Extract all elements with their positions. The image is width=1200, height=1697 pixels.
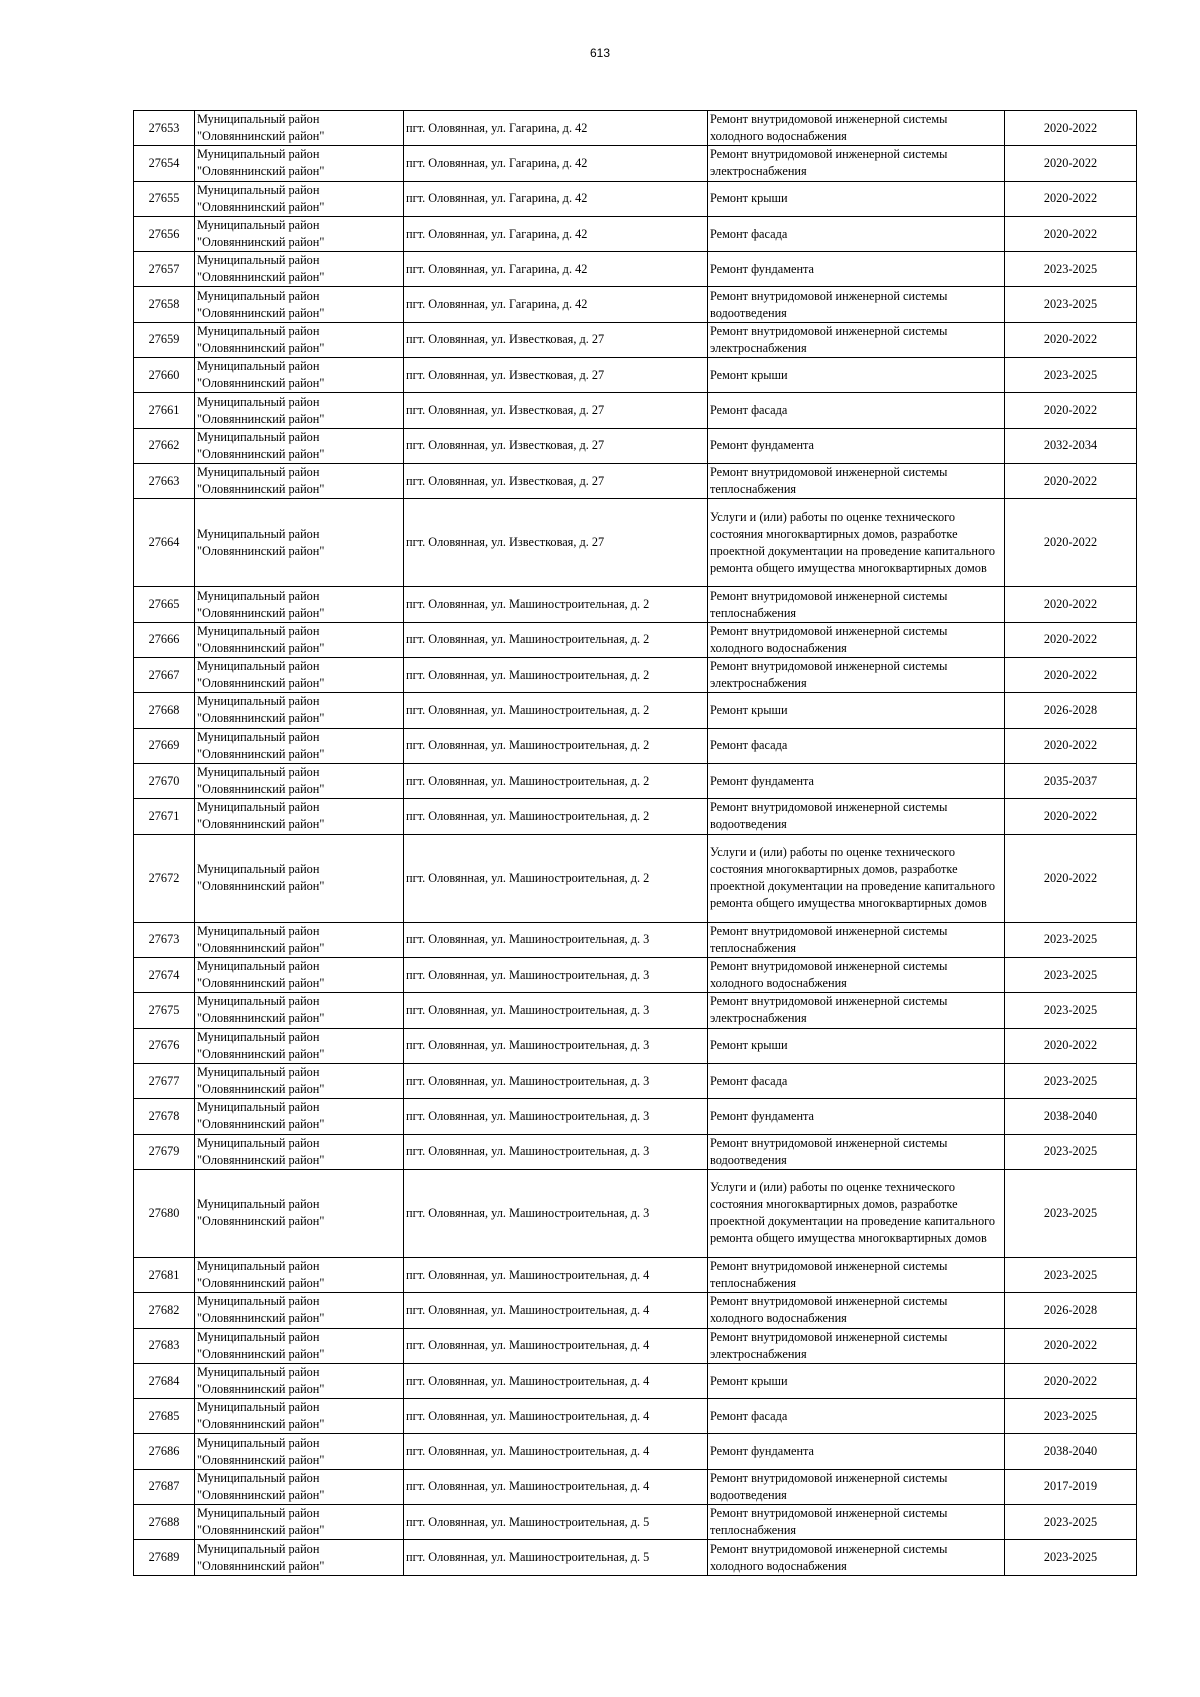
cell-work-type: Ремонт внутридомовой инженерной системы теплоснабжения	[708, 587, 1005, 622]
table-row	[134, 1540, 1137, 1575]
table-row	[134, 428, 1137, 463]
cell-period: 2038-2040	[1005, 1434, 1137, 1469]
cell-period: 2020-2022	[1005, 1328, 1137, 1363]
cell-period: 2020-2022	[1005, 587, 1137, 622]
cell-period: 2026-2028	[1005, 693, 1137, 728]
cell-id: 27675	[134, 993, 195, 1028]
table-row	[134, 1134, 1137, 1169]
cell-id: 27677	[134, 1063, 195, 1098]
cell-work-type: Ремонт фасада	[708, 728, 1005, 763]
cell-id: 27663	[134, 463, 195, 498]
cell-address: пгт. Оловянная, ул. Гагарина, д. 42	[404, 146, 708, 181]
cell-municipality: Муниципальный район "Оловяннинский район"	[195, 763, 404, 798]
cell-id: 27654	[134, 146, 195, 181]
cell-municipality: Муниципальный район "Оловяннинский район"	[195, 1063, 404, 1098]
cell-id: 27686	[134, 1434, 195, 1469]
cell-id: 27660	[134, 358, 195, 393]
cell-municipality: Муниципальный район "Оловяннинский район"	[195, 1169, 404, 1257]
cell-address: пгт. Оловянная, ул. Машиностроительная, д. 2	[404, 587, 708, 622]
table-row	[134, 463, 1137, 498]
cell-work-type: Ремонт внутридомовой инженерной системы теплоснабжения	[708, 922, 1005, 957]
cell-municipality: Муниципальный район "Оловяннинский район"	[195, 393, 404, 428]
cell-address: пгт. Оловянная, ул. Машиностроительная, д. 2	[404, 693, 708, 728]
cell-address: пгт. Оловянная, ул. Гагарина, д. 42	[404, 181, 708, 216]
table-row	[134, 358, 1137, 393]
table-row	[134, 287, 1137, 322]
table-row	[134, 799, 1137, 834]
cell-period: 2017-2019	[1005, 1469, 1137, 1504]
table-row	[134, 499, 1137, 587]
cell-work-type: Ремонт внутридомовой инженерной системы холодного водоснабжения	[708, 1293, 1005, 1328]
cell-period: 2020-2022	[1005, 216, 1137, 251]
cell-period: 2020-2022	[1005, 622, 1137, 657]
table-row	[134, 587, 1137, 622]
cell-address: пгт. Оловянная, ул. Гагарина, д. 42	[404, 252, 708, 287]
cell-municipality: Муниципальный район "Оловяннинский район"	[195, 658, 404, 693]
cell-address: пгт. Оловянная, ул. Машиностроительная, д. 4	[404, 1399, 708, 1434]
cell-municipality: Муниципальный район "Оловяннинский район"	[195, 1257, 404, 1292]
cell-address: пгт. Оловянная, ул. Машиностроительная, д. 3	[404, 922, 708, 957]
cell-municipality: Муниципальный район "Оловяннинский район"	[195, 1505, 404, 1540]
cell-id: 27672	[134, 834, 195, 922]
cell-work-type: Ремонт внутридомовой инженерной системы холодного водоснабжения	[708, 1540, 1005, 1575]
cell-work-type: Услуги и (или) работы по оценке технического состояния многоквартирных домов, разработке проектной документации на проведение капитального ремонта общего имущества многоквартирных домов	[708, 834, 1005, 922]
cell-work-type: Ремонт внутридомовой инженерной системы электроснабжения	[708, 658, 1005, 693]
cell-municipality: Муниципальный район "Оловяннинский район"	[195, 1469, 404, 1504]
cell-work-type: Ремонт фасада	[708, 1399, 1005, 1434]
cell-municipality: Муниципальный район "Оловяннинский район"	[195, 358, 404, 393]
cell-address: пгт. Оловянная, ул. Машиностроительная, д. 2	[404, 834, 708, 922]
cell-period: 2020-2022	[1005, 393, 1137, 428]
cell-address: пгт. Оловянная, ул. Машиностроительная, д. 4	[404, 1469, 708, 1504]
cell-municipality: Муниципальный район "Оловяннинский район"	[195, 1399, 404, 1434]
table-row	[134, 181, 1137, 216]
cell-work-type: Ремонт фундамента	[708, 1099, 1005, 1134]
repair-schedule-table	[133, 110, 1137, 1576]
cell-work-type: Ремонт крыши	[708, 1363, 1005, 1398]
cell-address: пгт. Оловянная, ул. Известковая, д. 27	[404, 499, 708, 587]
cell-municipality: Муниципальный район "Оловяннинский район"	[195, 216, 404, 251]
cell-municipality: Муниципальный район "Оловяннинский район"	[195, 287, 404, 322]
table-row	[134, 922, 1137, 957]
cell-work-type: Ремонт крыши	[708, 693, 1005, 728]
cell-work-type: Ремонт внутридомовой инженерной системы электроснабжения	[708, 322, 1005, 357]
table-row	[134, 1099, 1137, 1134]
cell-address: пгт. Оловянная, ул. Машиностроительная, д. 3	[404, 1169, 708, 1257]
cell-address: пгт. Оловянная, ул. Гагарина, д. 42	[404, 216, 708, 251]
cell-period: 2026-2028	[1005, 1293, 1137, 1328]
cell-municipality: Муниципальный район "Оловяннинский район"	[195, 1293, 404, 1328]
cell-period: 2023-2025	[1005, 1134, 1137, 1169]
table-row	[134, 393, 1137, 428]
cell-period: 2020-2022	[1005, 1363, 1137, 1398]
cell-address: пгт. Оловянная, ул. Машиностроительная, д. 4	[404, 1293, 708, 1328]
cell-id: 27657	[134, 252, 195, 287]
cell-work-type: Ремонт внутридомовой инженерной системы водоотведения	[708, 1469, 1005, 1504]
cell-work-type: Ремонт внутридомовой инженерной системы холодного водоснабжения	[708, 958, 1005, 993]
table-row	[134, 728, 1137, 763]
cell-period: 2035-2037	[1005, 763, 1137, 798]
cell-period: 2020-2022	[1005, 1028, 1137, 1063]
table-row	[134, 1063, 1137, 1098]
table-body	[134, 111, 1137, 1576]
cell-period: 2038-2040	[1005, 1099, 1137, 1134]
cell-municipality: Муниципальный район "Оловяннинский район"	[195, 499, 404, 587]
table-row	[134, 1169, 1137, 1257]
cell-id: 27661	[134, 393, 195, 428]
cell-municipality: Муниципальный район "Оловяннинский район"	[195, 111, 404, 146]
cell-id: 27679	[134, 1134, 195, 1169]
cell-work-type: Ремонт внутридомовой инженерной системы холодного водоснабжения	[708, 622, 1005, 657]
cell-period: 2023-2025	[1005, 1399, 1137, 1434]
cell-municipality: Муниципальный район "Оловяннинский район"	[195, 181, 404, 216]
cell-work-type: Ремонт фасада	[708, 393, 1005, 428]
cell-work-type: Ремонт внутридомовой инженерной системы холодного водоснабжения	[708, 111, 1005, 146]
cell-work-type: Услуги и (или) работы по оценке технического состояния многоквартирных домов, разработке проектной документации на проведение капитального ремонта общего имущества многоквартирных домов	[708, 1169, 1005, 1257]
cell-id: 27674	[134, 958, 195, 993]
cell-municipality: Муниципальный район "Оловяннинский район"	[195, 252, 404, 287]
cell-work-type: Ремонт крыши	[708, 1028, 1005, 1063]
cell-municipality: Муниципальный район "Оловяннинский район"	[195, 463, 404, 498]
cell-period: 2032-2034	[1005, 428, 1137, 463]
cell-id: 27658	[134, 287, 195, 322]
table-row	[134, 693, 1137, 728]
table-row	[134, 958, 1137, 993]
cell-address: пгт. Оловянная, ул. Известковая, д. 27	[404, 463, 708, 498]
cell-id: 27684	[134, 1363, 195, 1398]
cell-id: 27678	[134, 1099, 195, 1134]
cell-address: пгт. Оловянная, ул. Известковая, д. 27	[404, 393, 708, 428]
cell-work-type: Ремонт внутридомовой инженерной системы теплоснабжения	[708, 1505, 1005, 1540]
cell-work-type: Ремонт фасада	[708, 1063, 1005, 1098]
cell-id: 27671	[134, 799, 195, 834]
cell-period: 2020-2022	[1005, 181, 1137, 216]
cell-address: пгт. Оловянная, ул. Машиностроительная, д. 2	[404, 728, 708, 763]
table-row	[134, 658, 1137, 693]
cell-period: 2020-2022	[1005, 834, 1137, 922]
table-row	[134, 1469, 1137, 1504]
cell-id: 27673	[134, 922, 195, 957]
cell-period: 2020-2022	[1005, 728, 1137, 763]
page-number: 613	[589, 46, 611, 60]
cell-period: 2020-2022	[1005, 658, 1137, 693]
cell-period: 2023-2025	[1005, 358, 1137, 393]
cell-work-type: Ремонт крыши	[708, 358, 1005, 393]
cell-period: 2023-2025	[1005, 287, 1137, 322]
cell-address: пгт. Оловянная, ул. Машиностроительная, д. 4	[404, 1434, 708, 1469]
cell-municipality: Муниципальный район "Оловяннинский район"	[195, 693, 404, 728]
cell-address: пгт. Оловянная, ул. Известковая, д. 27	[404, 322, 708, 357]
table-row	[134, 622, 1137, 657]
cell-municipality: Муниципальный район "Оловяннинский район"	[195, 587, 404, 622]
cell-work-type: Ремонт фасада	[708, 216, 1005, 251]
cell-id: 27664	[134, 499, 195, 587]
cell-period: 2020-2022	[1005, 322, 1137, 357]
table-row	[134, 1257, 1137, 1292]
cell-period: 2023-2025	[1005, 1257, 1137, 1292]
cell-municipality: Муниципальный район "Оловяннинский район"	[195, 428, 404, 463]
cell-work-type: Ремонт внутридомовой инженерной системы теплоснабжения	[708, 1257, 1005, 1292]
cell-id: 27688	[134, 1505, 195, 1540]
table-row	[134, 834, 1137, 922]
cell-address: пгт. Оловянная, ул. Машиностроительная, д. 5	[404, 1540, 708, 1575]
cell-id: 27687	[134, 1469, 195, 1504]
cell-id: 27669	[134, 728, 195, 763]
cell-id: 27682	[134, 1293, 195, 1328]
table-row	[134, 1399, 1137, 1434]
cell-address: пгт. Оловянная, ул. Гагарина, д. 42	[404, 287, 708, 322]
cell-work-type: Ремонт внутридомовой инженерной системы электроснабжения	[708, 993, 1005, 1028]
table-row	[134, 1505, 1137, 1540]
cell-address: пгт. Оловянная, ул. Машиностроительная, д. 3	[404, 1099, 708, 1134]
cell-id: 27659	[134, 322, 195, 357]
cell-address: пгт. Оловянная, ул. Машиностроительная, д. 5	[404, 1505, 708, 1540]
cell-address: пгт. Оловянная, ул. Гагарина, д. 42	[404, 111, 708, 146]
table-row	[134, 252, 1137, 287]
cell-municipality: Муниципальный район "Оловяннинский район"	[195, 1328, 404, 1363]
cell-id: 27681	[134, 1257, 195, 1292]
cell-id: 27676	[134, 1028, 195, 1063]
cell-address: пгт. Оловянная, ул. Известковая, д. 27	[404, 358, 708, 393]
cell-work-type: Ремонт внутридомовой инженерной системы водоотведения	[708, 1134, 1005, 1169]
cell-period: 2023-2025	[1005, 993, 1137, 1028]
cell-work-type: Ремонт фундамента	[708, 428, 1005, 463]
table-row	[134, 111, 1137, 146]
cell-period: 2023-2025	[1005, 922, 1137, 957]
cell-work-type: Ремонт внутридомовой инженерной системы теплоснабжения	[708, 463, 1005, 498]
cell-address: пгт. Оловянная, ул. Машиностроительная, д. 3	[404, 1134, 708, 1169]
table-row	[134, 146, 1137, 181]
cell-id: 27680	[134, 1169, 195, 1257]
cell-municipality: Муниципальный район "Оловяннинский район"	[195, 1540, 404, 1575]
cell-id: 27685	[134, 1399, 195, 1434]
cell-municipality: Муниципальный район "Оловяннинский район"	[195, 1134, 404, 1169]
cell-id: 27683	[134, 1328, 195, 1363]
cell-address: пгт. Оловянная, ул. Машиностроительная, д. 4	[404, 1257, 708, 1292]
cell-id: 27666	[134, 622, 195, 657]
cell-id: 27656	[134, 216, 195, 251]
cell-work-type: Ремонт крыши	[708, 181, 1005, 216]
cell-period: 2020-2022	[1005, 146, 1137, 181]
cell-municipality: Муниципальный район "Оловяннинский район"	[195, 322, 404, 357]
table-row	[134, 322, 1137, 357]
cell-address: пгт. Оловянная, ул. Машиностроительная, д. 3	[404, 993, 708, 1028]
cell-address: пгт. Оловянная, ул. Машиностроительная, д. 3	[404, 1063, 708, 1098]
cell-municipality: Муниципальный район "Оловяннинский район"	[195, 1099, 404, 1134]
cell-municipality: Муниципальный район "Оловяннинский район"	[195, 146, 404, 181]
cell-municipality: Муниципальный район "Оловяннинский район"	[195, 834, 404, 922]
cell-period: 2020-2022	[1005, 463, 1137, 498]
cell-address: пгт. Оловянная, ул. Машиностроительная, д. 2	[404, 763, 708, 798]
cell-work-type: Ремонт фундамента	[708, 1434, 1005, 1469]
cell-address: пгт. Оловянная, ул. Машиностроительная, д. 3	[404, 958, 708, 993]
cell-id: 27665	[134, 587, 195, 622]
cell-work-type: Ремонт внутридомовой инженерной системы водоотведения	[708, 287, 1005, 322]
cell-municipality: Муниципальный район "Оловяннинский район"	[195, 993, 404, 1028]
cell-period: 2023-2025	[1005, 1063, 1137, 1098]
cell-period: 2023-2025	[1005, 1540, 1137, 1575]
cell-municipality: Муниципальный район "Оловяннинский район"	[195, 799, 404, 834]
cell-municipality: Муниципальный район "Оловяннинский район"	[195, 958, 404, 993]
cell-work-type: Услуги и (или) работы по оценке технического состояния многоквартирных домов, разработке проектной документации на проведение капитального ремонта общего имущества многоквартирных домов	[708, 499, 1005, 587]
table-row	[134, 1328, 1137, 1363]
cell-municipality: Муниципальный район "Оловяннинский район"	[195, 622, 404, 657]
cell-period: 2023-2025	[1005, 252, 1137, 287]
cell-id: 27670	[134, 763, 195, 798]
cell-municipality: Муниципальный район "Оловяннинский район"	[195, 1363, 404, 1398]
table-row	[134, 216, 1137, 251]
table-row	[134, 1293, 1137, 1328]
cell-address: пгт. Оловянная, ул. Машиностроительная, д. 2	[404, 622, 708, 657]
cell-period: 2023-2025	[1005, 958, 1137, 993]
cell-period: 2020-2022	[1005, 799, 1137, 834]
cell-municipality: Муниципальный район "Оловяннинский район"	[195, 1028, 404, 1063]
cell-id: 27662	[134, 428, 195, 463]
cell-address: пгт. Оловянная, ул. Известковая, д. 27	[404, 428, 708, 463]
cell-municipality: Муниципальный район "Оловяннинский район"	[195, 1434, 404, 1469]
cell-work-type: Ремонт внутридомовой инженерной системы электроснабжения	[708, 146, 1005, 181]
cell-id: 27653	[134, 111, 195, 146]
cell-id: 27667	[134, 658, 195, 693]
cell-address: пгт. Оловянная, ул. Машиностроительная, д. 3	[404, 1028, 708, 1063]
cell-work-type: Ремонт внутридомовой инженерной системы водоотведения	[708, 799, 1005, 834]
cell-id: 27668	[134, 693, 195, 728]
cell-address: пгт. Оловянная, ул. Машиностроительная, д. 4	[404, 1328, 708, 1363]
cell-id: 27655	[134, 181, 195, 216]
cell-work-type: Ремонт внутридомовой инженерной системы электроснабжения	[708, 1328, 1005, 1363]
cell-address: пгт. Оловянная, ул. Машиностроительная, д. 4	[404, 1363, 708, 1398]
cell-municipality: Муниципальный район "Оловяннинский район"	[195, 728, 404, 763]
table-row	[134, 1434, 1137, 1469]
cell-work-type: Ремонт фундамента	[708, 252, 1005, 287]
cell-work-type: Ремонт фундамента	[708, 763, 1005, 798]
table-row	[134, 1363, 1137, 1398]
table-row	[134, 763, 1137, 798]
cell-period: 2023-2025	[1005, 1169, 1137, 1257]
cell-period: 2020-2022	[1005, 111, 1137, 146]
cell-address: пгт. Оловянная, ул. Машиностроительная, д. 2	[404, 658, 708, 693]
cell-id: 27689	[134, 1540, 195, 1575]
table-row	[134, 993, 1137, 1028]
cell-period: 2023-2025	[1005, 1505, 1137, 1540]
cell-period: 2020-2022	[1005, 499, 1137, 587]
table-row	[134, 1028, 1137, 1063]
cell-address: пгт. Оловянная, ул. Машиностроительная, д. 2	[404, 799, 708, 834]
cell-municipality: Муниципальный район "Оловяннинский район"	[195, 922, 404, 957]
